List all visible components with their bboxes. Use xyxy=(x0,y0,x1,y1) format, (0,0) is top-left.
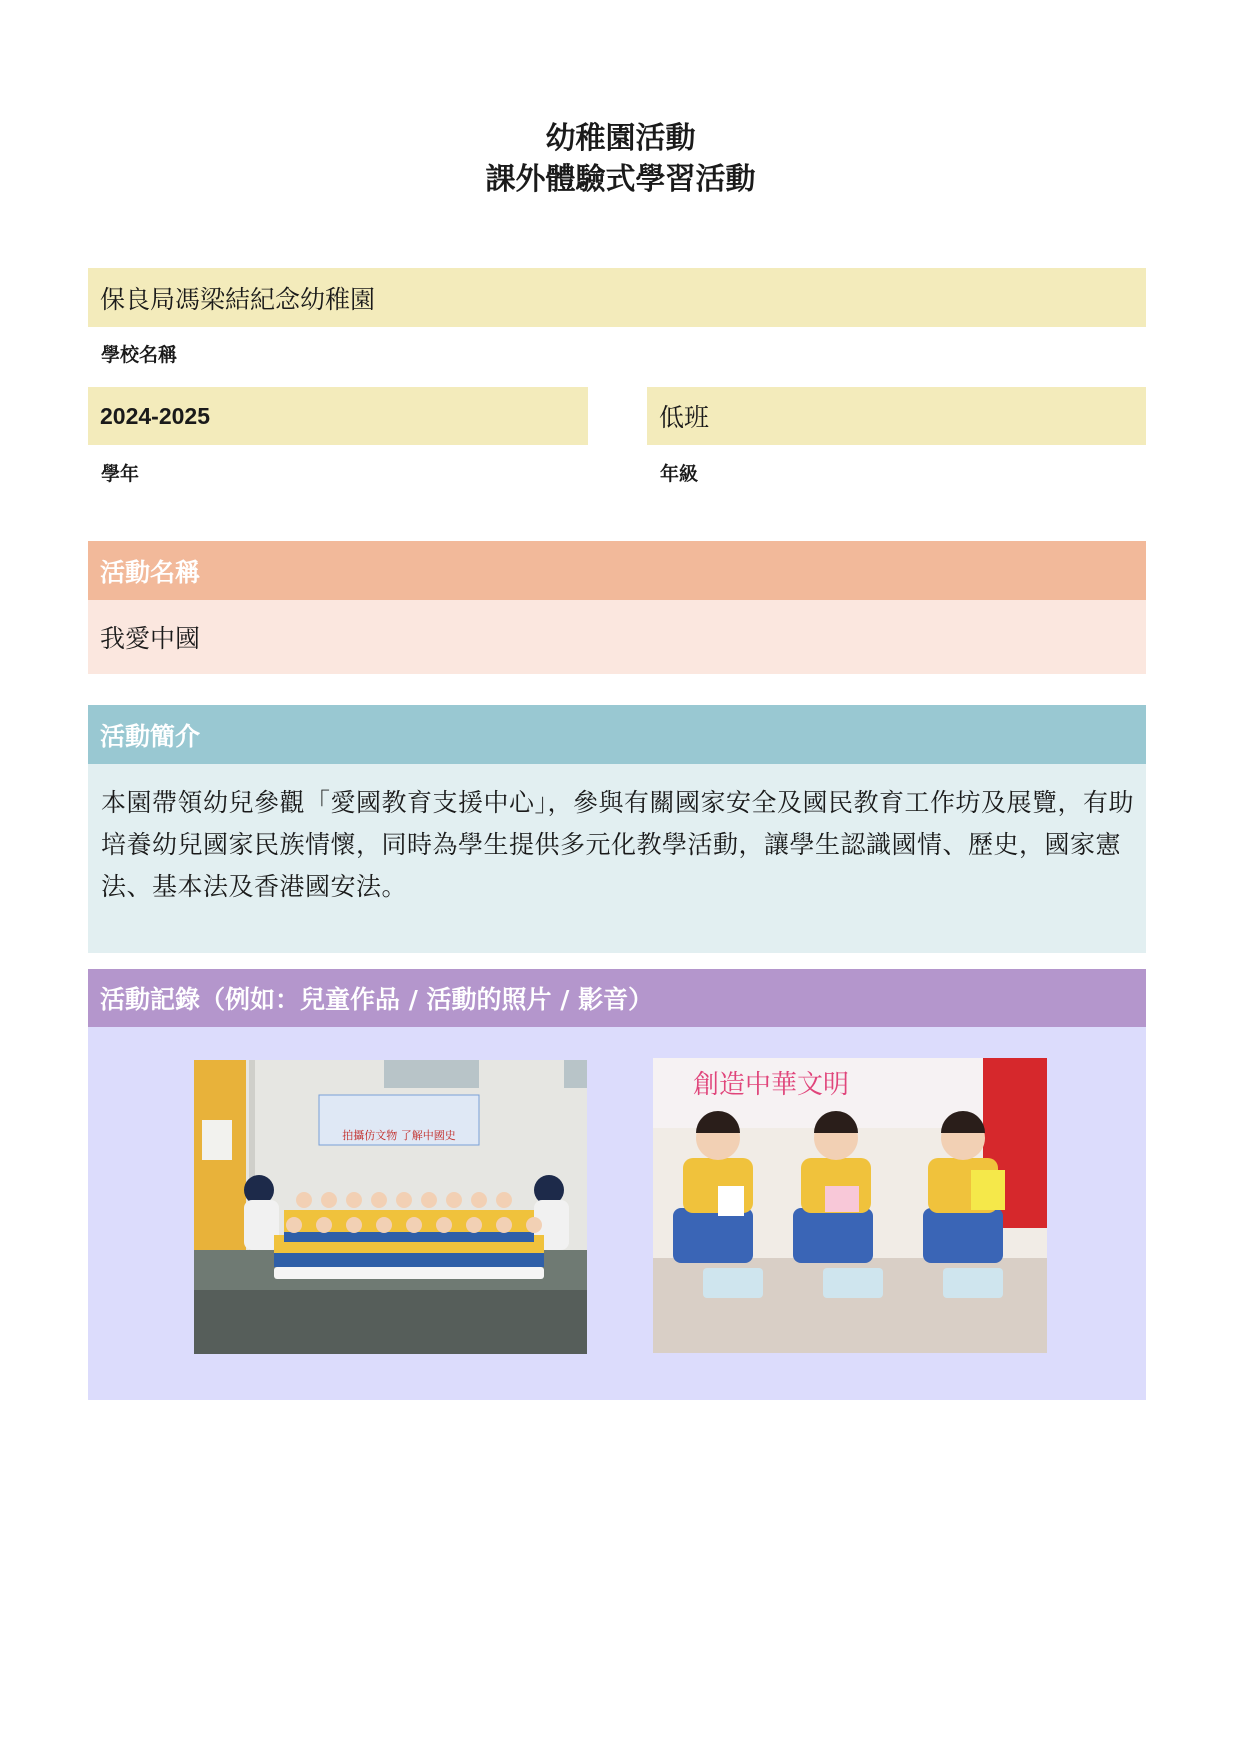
activity-intro-text: 本園帶領幼兒參觀「愛國教育支援中心」，參與有關國家安全及國民教育工作坊及展覽，有助培養幼兒國家民族情懷，同時為學生提供多元化教學活動，讓學生認識國情、歷史，國家憲法、基本法及香港國安法。 xyxy=(101,788,1135,901)
activity-record-header xyxy=(88,969,1146,1027)
school-year-label: 學年 xyxy=(101,463,140,485)
school-year-value: 2024-2025 xyxy=(100,402,210,429)
activity-photo-2 xyxy=(653,1058,1047,1353)
page-title xyxy=(0,118,1241,200)
grade-label: 年級 xyxy=(660,463,699,485)
title-line-2: 課外體驗式學習活動 xyxy=(485,162,756,197)
photo-2-banner-text: 創造中華文明 xyxy=(693,1070,850,1100)
school-name-label: 學校名稱 xyxy=(101,344,178,366)
school-name-field xyxy=(88,268,1146,327)
character-card xyxy=(825,1186,859,1212)
activity-name-header xyxy=(88,541,1146,600)
photo-1-banner-text: 拍攝仿文物 了解中國史 xyxy=(342,1129,456,1142)
children-group xyxy=(673,1111,1005,1298)
activity-name-value: 我愛中國 xyxy=(100,624,201,653)
school-name-value: 保良局馮梁結紀念幼稚園 xyxy=(100,284,376,314)
activity-photo-1 xyxy=(194,1060,587,1354)
character-card xyxy=(971,1170,1005,1210)
school-year-field xyxy=(88,387,588,445)
title-line-1: 幼稚園活動 xyxy=(545,121,696,156)
grade-field xyxy=(647,387,1146,445)
character-card xyxy=(718,1186,744,1216)
activity-record-heading: 活動記錄 xyxy=(100,985,201,1014)
activity-record-subheading: （例如：兒童作品 / 活動的照片 / 影音） xyxy=(200,985,654,1014)
activity-intro-heading: 活動簡介 xyxy=(100,721,201,751)
activity-name-heading: 活動名稱 xyxy=(100,557,201,587)
grade-value: 低班 xyxy=(659,403,710,432)
activity-name-body xyxy=(88,600,1146,674)
activity-intro-header xyxy=(88,705,1146,764)
